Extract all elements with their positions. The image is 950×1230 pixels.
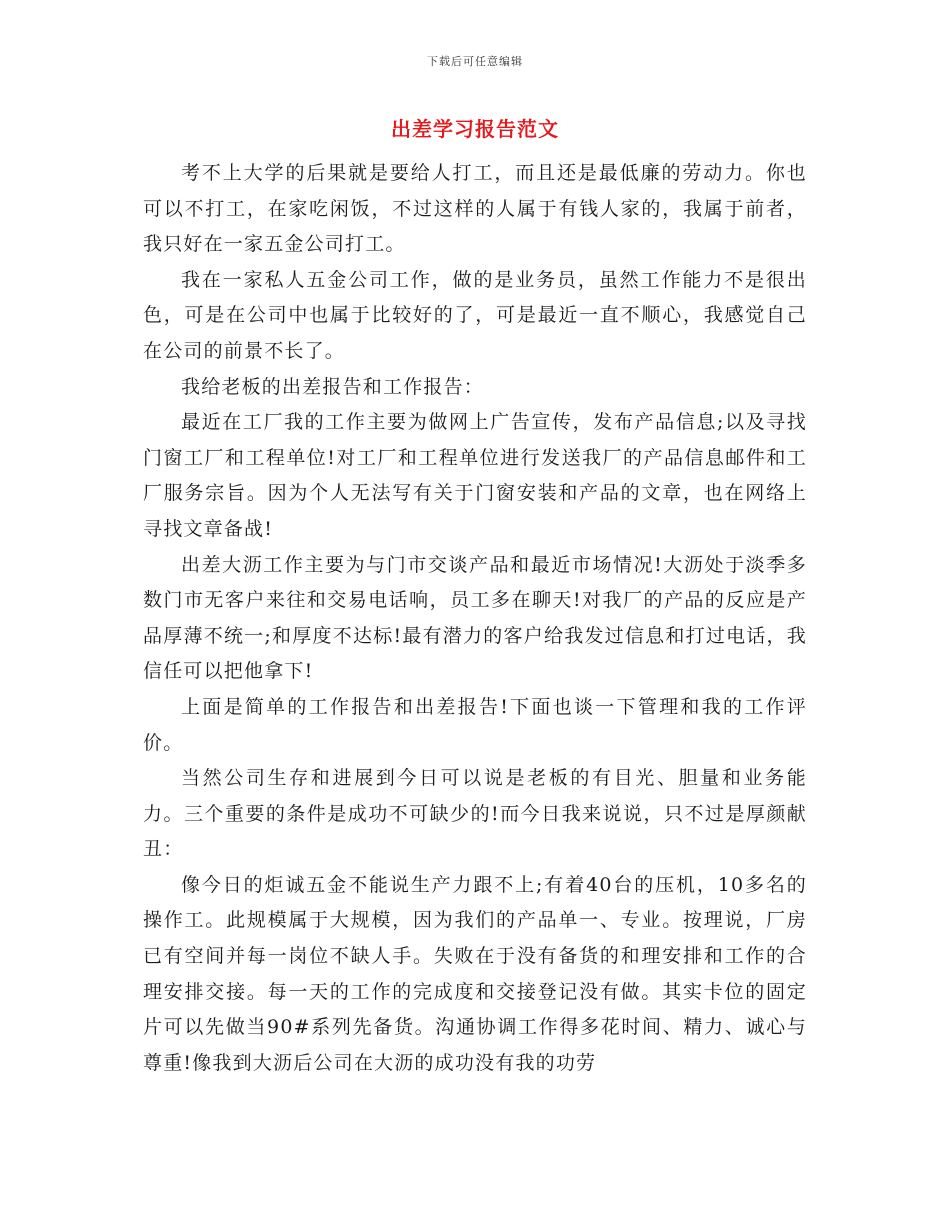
paragraph: 最近在工厂我的工作主要为做网上广告宣传，发布产品信息;以及寻找门窗工厂和工程单位!对工厂和工程单位进行发送我厂的产品信息邮件和工厂服务宗旨。因为个人无法写有关于门窗安装和产品的文章，也在网络上寻找文章备战! bbox=[143, 411, 807, 540]
header-note: 下载后可任意编辑 bbox=[427, 55, 523, 68]
document-body bbox=[143, 156, 807, 1081]
paragraph: 上面是简单的工作报告和出差报告!下面也谈一下管理和我的工作评价。 bbox=[143, 695, 807, 754]
paragraph: 出差大沥工作主要为与门市交谈产品和最近市场情况!大沥处于淡季多数门市无客户来往和交易电话响，员工多在聊天!对我厂的产品的反应是产品厚薄不统一;和厚度不达标!最有潜力的客户给我发过信息和打过电话，我信任可以把他拿下! bbox=[143, 553, 807, 683]
paragraph: 我在一家私人五金公司工作，做的是业务员，虽然工作能力不是很出色，可是在公司中也属于比较好的了，可是最近一直不顺心，我感觉自己在公司的前景不长了。 bbox=[143, 268, 807, 362]
paragraph: 考不上大学的后果就是要给人打工，而且还是最低廉的劳动力。你也可以不打工，在家吃闲饭，不过这样的人属于有钱人家的，我属于前者，我只好在一家五金公司打工。 bbox=[143, 162, 807, 256]
paragraph: 像今日的炬诚五金不能说生产力跟不上;有着40台的压机，10多名的操作工。此规模属于大规模，因为我们的产品单一、专业。按理说，厂房已有空间并每一岗位不缺人手。失败在于没有备货的和理安排和工作的合理安排交接。每一天的工作的完成度和交接登记没有做。其实卡位的固定片可以先做当90#系列先备货。沟通协调工作得多花时间、精力、诚心与尊重!像我到大沥后公司在大沥的成功没有我的功劳 bbox=[143, 873, 807, 1074]
paragraph: 我给老板的出差报告和工作报告： bbox=[181, 375, 485, 398]
paragraph: 当然公司生存和进展到今日可以说是老板的有目光、胆量和业务能力。三个重要的条件是成功不可缺少的!而今日我来说说，只不过是厚颜献丑： bbox=[143, 767, 807, 861]
document-title: 出差学习报告范文 bbox=[391, 117, 559, 141]
